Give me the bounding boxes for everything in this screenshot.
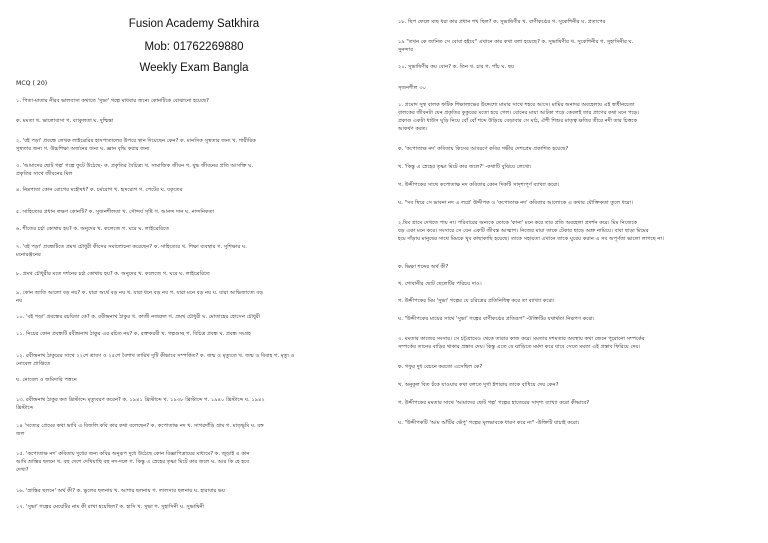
question-line: ৬. শীতের চর্চা কোথায় হয়? ক. অনুদের খ. কলেজে গ. ঘরে ঘ. লাইব্রেরিতে	[16, 226, 170, 232]
question-line: খ. গোবানীর ছোট ছেলেটির পরিচয় দাও।	[398, 281, 482, 287]
question-line: ১৭. 'সুভা' গল্পের মেয়েটির নাম কী রাখা হয়েছিল? ক. হাসি খ. সুভা গ. সুহাসিনী ঘ. সুভাষিনী	[16, 504, 205, 510]
question-line: ৩. 'আমাদের ছোট গল্প' গল্পে ফুটে উঠেছে- ক. প্রকৃতির বৈচিত্র্য খ. সামাজিক জীবন গ. যুদ্ধ জীবনের প্রতি আসক্তি ঘ.	[16, 163, 254, 169]
question-line: ২. 'বই পড়া' প্রবন্ধে লেখক লাইব্রেরির হাসপাতালের উপরে স্থান দিয়েছেন কেন? ক. মানসিক সুস্থতার জন্য খ. শারীরিক	[16, 138, 256, 144]
question-line: ৫. সাহিত্যের প্রধান লক্ষণ কোনটি? ক. সুজনশীলতা খ. সৌন্দর্য সৃষ্টি গ. আনন্দ দান ঘ. নান্দনিকতা	[16, 209, 214, 215]
question-line: ১৯ "তখন কে জানিত সে বোবা হইবে" এখানে কার কথা বলা হয়েছে? ক. সুভাষিণীর খ. সুকেশিনীর গ. সুহাসিনীর ঘ.	[398, 39, 634, 45]
question-line: ৭. 'বই পড়া' প্রবন্ধটিতে প্রমথ চৌধুরী কীসের সমালোচনা করেছেন? ক. সাহিত্যের খ. শিক্ষা ব্যবস্থার গ. সুশিক্ষার ঘ.	[16, 244, 247, 250]
question-line: খ. 'কিন্তু এ স্নেহের তৃষ্ণা মিটে কার জলে?' -কথাটি বুঝিয়ে লেখো।	[398, 164, 532, 170]
academy-title: Fusion Academy Satkhira	[128, 18, 260, 30]
question-line: ক. মমতা খ. ভালোবাসা গ. ব্যাকুলতা ঘ. দুশ্চিন্তা	[16, 118, 114, 124]
question-line: ৯. কোন জাতি আলো বড় নয়? ক. যারা অর্থে বড় নয় খ. যারা ধনে বড় নয় গ. যারা মনে বড় নয় ঘ. যারা আভিজাত্যে বড়	[16, 290, 264, 296]
mobile-number: Mob: 01762269880	[144, 41, 244, 53]
question-line: দেখা?	[16, 467, 29, 473]
question-line: হয়ে দাঁড়ায় মানুষের সাথে মিমকে খুব কাছাকাছি হয়েছে। তাকে সহায়তা এখানে তাকে ঘুরেয় করান এ সব অপূর্ণতা ভালো লাগছে না।	[398, 236, 664, 242]
mcq-heading: MCQ ( 20)	[16, 80, 48, 87]
question-line: সম্পর্কের তানের বাড়ির থাকার প্রস্তাব দেয়। কিন্তু এতে যে ঝাড়িতে মর্মদা করে যাবে সেতে মমতা এই প্রস্তাব ফিরিয়ে দেয়।	[398, 344, 641, 350]
question-line: ৪. নিম্নপাতা কোন রোগের মহৌষধ? ক. চর্মরোগ খ. হৃদরোগ গ. পেটের ঘ. যকৃতের	[16, 187, 183, 193]
question-line: গ. উদ্দীপকের মমতার সাথে 'আমাদের ছোট গল্প' গল্পের হাতেরের সাদৃশ্য ব্যাখ্যা করো কীভাবে?	[398, 400, 590, 406]
question-line: বালকের জীবনটা যেন প্রকৃতির কুকুরের মতো হয়ে গেল। বোনের মায়া আটকা পড়ে কেবলই তার প্রাণের কথা মনে পড়ে।	[398, 110, 640, 116]
question-line: প্রকৃতির সাথে জীবনের মিল	[16, 171, 73, 177]
question-line: ২.মিম গ্রামে দেখতে পায় না। পরিবারের অন্যকে তোকে 'কানা' মনে করে তার প্রতি অবহেলা প্রদর্শন করে। মিম নিজেকে	[398, 220, 638, 226]
section-heading: সৃজনশীল ৩০	[398, 85, 426, 91]
exam-title: Weekly Exam Bangla	[139, 62, 249, 74]
question-line: ঘ. "সব স্থিরে সে ভাবনা নদ এ লগ্নে' উদ্দীপক ও 'কপোতাক্ষ নদ' কবিতার আলোকে এ কথার যৌক্তিকতা তুলে ধরো।	[398, 200, 634, 206]
question-line: ১৫. 'কপোতাক্ষ নদ' কবিতায় দুধের জন্য কবির অনুরূপ দুধে উঠেছে কোন বিজ্ঞাপিত্রায়ের মাধ্যমে? ক. জুড়াই এ কান	[16, 451, 250, 457]
question-line: সুনন্দার	[398, 47, 414, 53]
question-line: ১০. 'বই পড়া' প্রবন্ধের রচয়িতা কে? ক. রবীন্দ্রনাথ ঠাকুর খ. কাজী নজরুল গ. প্রমথ চৌধুরী ঘ. মোতাহের হোসেন চৌধুরী	[16, 314, 261, 320]
question-line: ১৪ 'সত্যের প্রেমের কথা ভাবি এ বিজলি কবি কার কথা বলেছেন? ক. কপোতাক্ষ নদ খ. সাগরদাঁড়ি গ্রাম গ. মাতৃভূমি ঘ. বঙ্গ	[16, 423, 264, 429]
question-line: খ্রিস্টাব্দে	[16, 405, 34, 411]
question-line: খ. অনুকূল বিত চঁকে যাওয়ার কথা বলতে দুর্গা ইশারায় তাকে বাধিয়ে দেয় কেন?	[398, 382, 559, 388]
question-line: মনোরঞ্জনের	[16, 252, 41, 258]
question-line: নয়	[16, 298, 23, 304]
question-line: ক. গফুর দুধ বেচনে করতো এসেছিল কে?	[398, 364, 483, 370]
question-line: আমি ভ্রান্তির ছলনে খ. বহু দেশে দেখিয়াছি বহু নদ-দলে গ. কিন্তু এ স্নেহের তৃষ্ণা মিটে কার জলে ঘ. আর কি হে হবে	[16, 459, 250, 465]
question-line: ১৮. ছিপ ফেলে মাছ ধরা কার প্রধান শখ ছিল? ক. সুভাষিণীর খ. বাণীকণ্ঠের গ. সুকেশিনীর ঘ. প্রতাপের	[398, 19, 606, 25]
question-line: ১২. রবীন্দ্রনাথ ঠাকুরের সাথে ২২শে শ্রাবণ ও ২৫শে বৈশাখ তারিখ দুটি কীভাবে সম্পর্কিত? ক. জন্ম ও মৃত্যুতে খ. জন্ম ও বিবাহ গ. মৃত্যু ও	[16, 353, 295, 359]
question-line: জল	[16, 431, 25, 437]
question-line: নোবেল প্রাপ্তিতে	[16, 361, 51, 367]
question-line: ১. প্রমোদ সুস্থ বালক ফটিক শিক্ষালাভের উদ্দেশ্যে মামার সাথে শহরে আসে। মামির অনাদর অবহেলায় এই স্বাধীনচেতা	[398, 102, 635, 108]
question-line: সুস্থতার জন্য গ. উচ্চশিক্ষা অর্জনের জন্য ঘ. জ্ঞান বৃদ্ধি করার জন্য	[16, 146, 150, 152]
question-line: গ. উদ্দীপকের মিম 'সুভা' গল্পের যে চরিত্রের প্রতিনিধিত্ব করে তা ব্যাখ্যা করো।	[398, 298, 555, 304]
question-line: আকর্ষণ করত।	[398, 126, 428, 132]
question-line: ৩. মমতার কাজের সংসার। সে চট্টগ্রামেও থেকে তারার কাজ করে। মমতার দশমতার অবস্থায় কথা জেনে পুরোনো সম্পর্কের	[398, 336, 645, 342]
question-line: ঘ. "উদ্দীপকটি 'আম আঁটির ভেঁপু' গল্পের মূলভাবকে ধারণ করে না" -উক্তিটি যাচাই করো।	[398, 420, 580, 426]
question-line: ১. পিতা-মাতার নীরব ভালবাসা কথাতে 'সুভা' গল্পে মাধবার জন্যে কোনটিকে বোঝানো হয়েছে?	[16, 98, 209, 104]
question-line: বড় একা মনে করে। সংসারে সে যেন একটি জীবন্ত আত্মাশ। নিজের মায়া তাকে টেকার ছাড়ে অশ্রু নামিয়ে। বাবা ছাড়া মিমের	[398, 228, 649, 234]
question-line: ২০. সুভাষিণীর কয় বোন? ক. তিন খ. চার গ. পাঁচ ঘ. ছয়	[398, 64, 515, 70]
question-line: প্রকাণ্ড একটা ধাউস ঘুড়ি নিয়ে বোঁ বোঁ শব্দে উড়িয়ে বেড়াবার সে মাঠ, ঐশী শিশুর মাতৃত্ব ক্ষতির তীরে নদী তার চিত্তকে	[398, 118, 638, 124]
question-line: ঘ. "উদ্দীপকের মায়ের সাথে 'সুভা' গল্পের বাণীকণ্ঠের প্রতিরূপ" -উক্তিটির যথার্থতা নিরূপণ করো।	[398, 316, 595, 322]
question-line: ঘ. নোবেল ও জমিদারি পত্তনে	[16, 377, 77, 383]
question-line: গ. উদ্দীপকের সাথে কপোতাক্ষ নদ কবিতার কোন দিকটি সাদৃশ্যপূর্ণ ব্যাখ্যা করো।	[398, 182, 560, 188]
question-line: ক. ভিক্ষা শব্দের অর্থ কী?	[398, 264, 449, 270]
question-line: ক. 'কপোতাক্ষ নদ' কবিতায় কিসের আবরণে কবির গভীর দেশপ্রেম প্রকাশিত হয়েছে?	[398, 146, 569, 152]
question-line: ১৩. রবীন্দ্রনাথ ঠাকুর কত খ্রিস্টাব্দে মৃত্যুবরণ করেন? ক. ১৯৪১ খ্রিস্টাব্দে খ. ১৯৩৮ খ্রিস্টাব্দে গ. ১৯৪০ খ্রিস্টাব্দে ঘ. ১৯৪২	[16, 397, 265, 403]
question-line: ১৬. 'ভ্রান্তির ছলনে' অর্থ কী? ক. ভুলের ছলনায় খ. আশার ছলনায় গ. লালসার ছলনায় ঘ. হারাবার ভয়	[16, 488, 225, 494]
question-line: ৮. প্রমথ চৌধুরীর মতে দর্শনের চর্চা কোথায় হয়? ক. অনুদের খ. কলেজে গ. ঘরে ঘ. লাইব্রেরিতে	[16, 271, 210, 277]
question-line: ১১. নিচের কোন প্রবন্ধটি রবীন্দ্রনাথ ঠাকুর এর রচিত নয়? ক. রক্তকরবী খ. গল্পগুচ্ছ গ. বিচিত্র প্রবন্ধ ঘ. প্রবন্ধ সংগ্রহ	[16, 331, 251, 337]
